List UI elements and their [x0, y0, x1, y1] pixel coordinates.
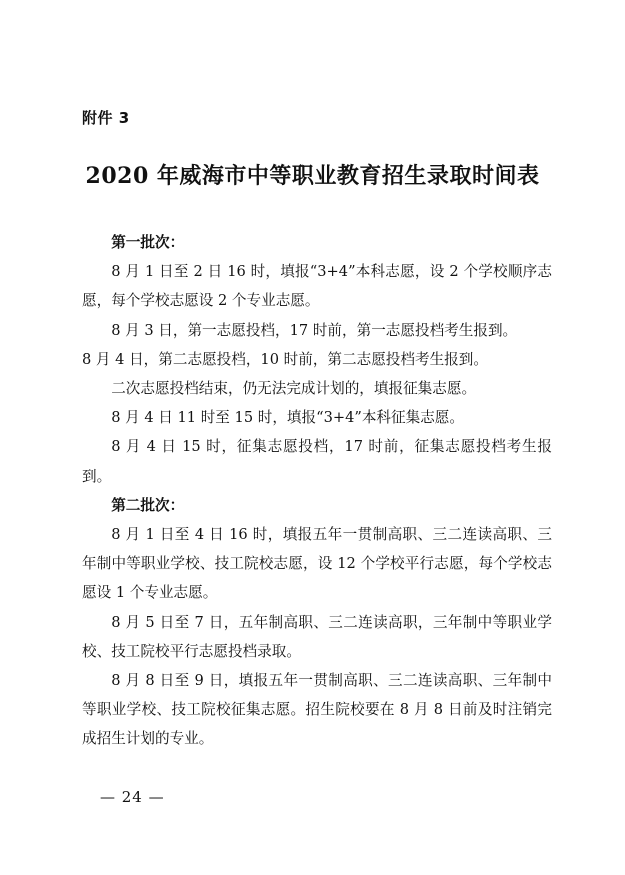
batch1-heading: 第一批次： — [111, 234, 185, 251]
batch1-paragraph: 二次志愿投档结束，仍无法完成计划的，填报征集志愿。 — [111, 380, 477, 398]
batch1-paragraph: 8 月 4 日，第二志愿投档，10 时前，第二志愿投档考生报到。 — [82, 350, 488, 368]
batch2-paragraph: 8 月 1 日至 4 日 16 时，填报五年一贯制高职、三二连读高职、三年制中等职业学校、技工院校志愿，设 12 个学校平行志愿，每个学校志愿设 1 个专业志愿。 — [82, 526, 552, 602]
document-title: 2020 年威海市中等职业教育招生录取时间表 — [85, 163, 540, 189]
page-number: — 24 — — [100, 788, 165, 806]
batch2-paragraph: 8 月 5 日至 7 日，五年制高职、三二连读高职，三年制中等职业学校、技工院校平行志愿投档录取。 — [82, 613, 552, 660]
batch1-paragraph: 8 月 3 日，第一志愿投档，17 时前，第一志愿投档考生报到。 — [111, 321, 518, 339]
document-body — [82, 228, 552, 754]
attachment-label: 附件 3 — [82, 109, 130, 127]
batch2-heading: 第二批次： — [111, 496, 185, 514]
batch1-paragraph: 8 月 4 日 15 时，征集志愿投档，17 时前，征集志愿投档考生报到。 — [82, 438, 552, 485]
batch1-paragraph: 8 月 1 日至 2 日 16 时，填报“3+4”本科志愿，设 2 个学校顺序志愿，每个学校志愿设 2 个专业志愿。 — [82, 263, 552, 310]
batch1-paragraph: 8 月 4 日 11 时至 15 时，填报“3+4”本科征集志愿。 — [111, 409, 464, 427]
batch2-paragraph: 8 月 8 日至 9 日，填报五年一贯制高职、三二连读高职、三年制中等职业学校、技工院校征集志愿。招生院校要在 8 月 8 日前及时注销完成招生计划的专业。 — [82, 672, 552, 748]
